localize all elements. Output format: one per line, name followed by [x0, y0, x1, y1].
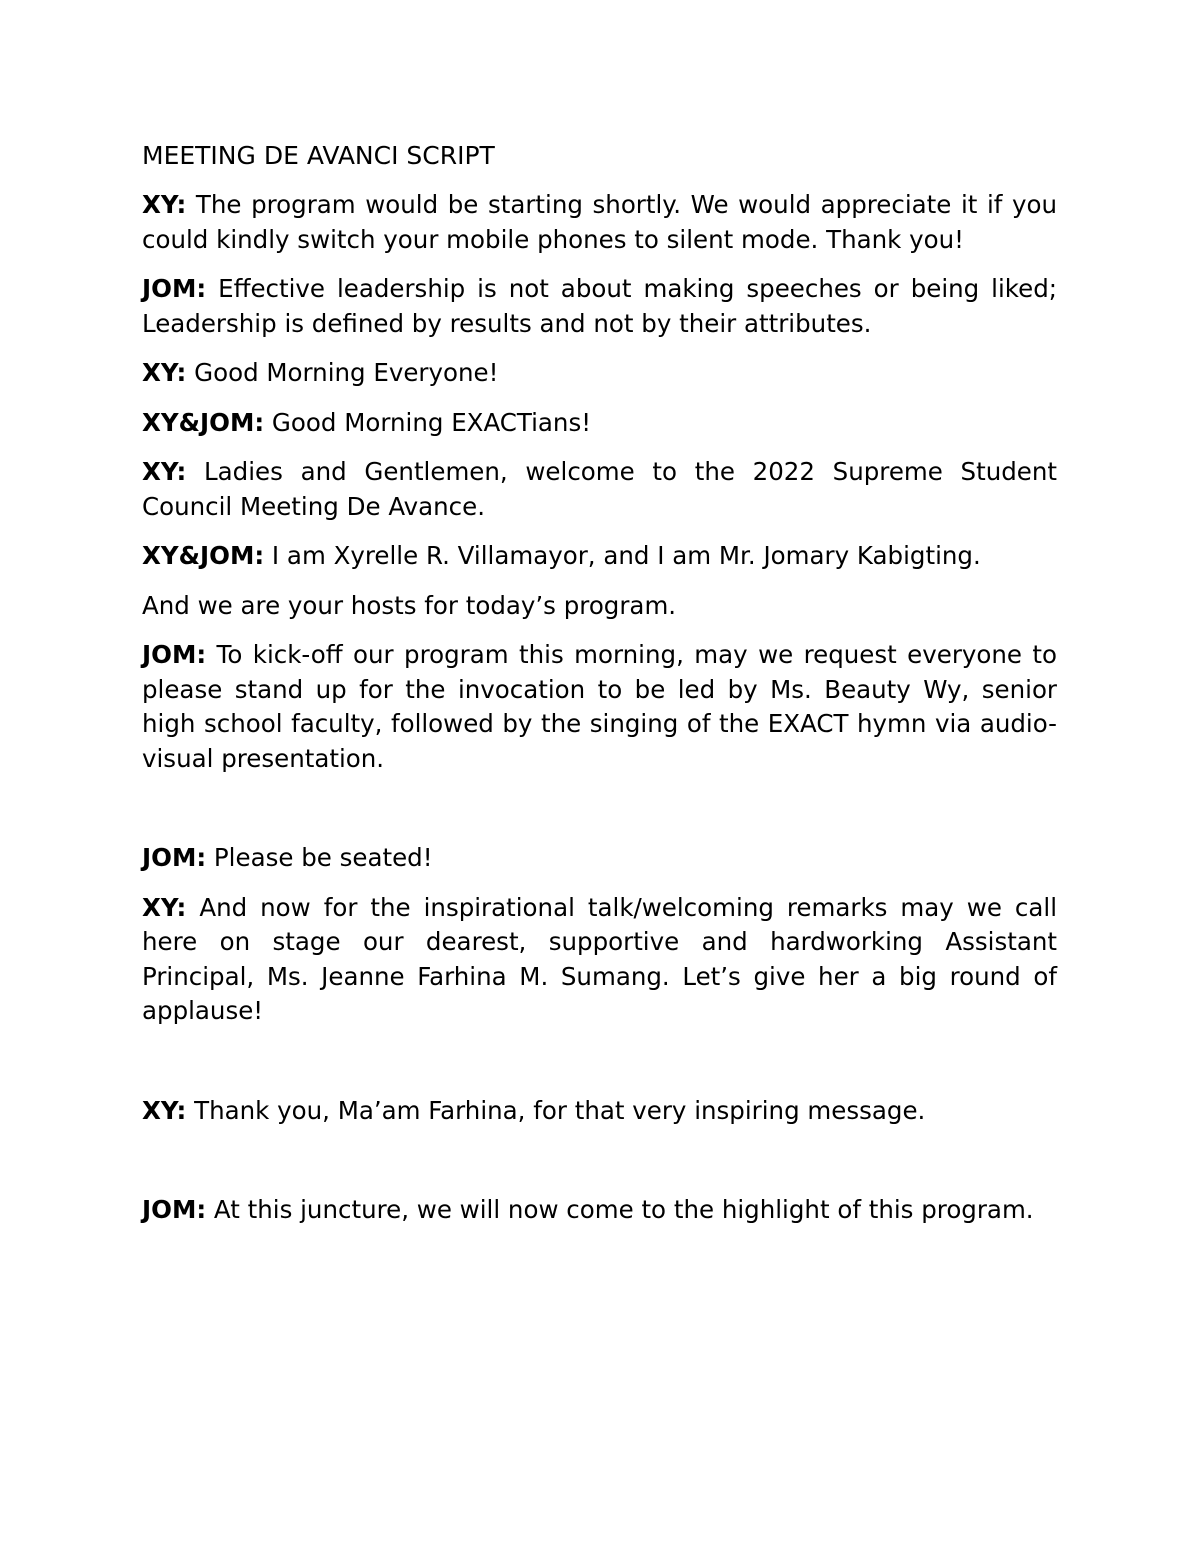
script-paragraph [142, 589, 1057, 624]
script-paragraph [142, 1193, 1057, 1228]
speaker-label: JOM: [142, 1195, 207, 1224]
script-paragraph [142, 272, 1057, 341]
dialogue-text: Good Morning EXACTians! [264, 407, 592, 437]
speaker-label: XY&JOM: [142, 541, 265, 570]
speaker-label: XY: [142, 892, 187, 922]
speaker-label: XY: [142, 1095, 187, 1125]
script-paragraph [142, 539, 1057, 574]
script-paragraph [142, 638, 1057, 776]
speaker-label: JOM: [142, 843, 207, 872]
dialogue-text: And we are your hosts for today’s program. [142, 590, 677, 620]
document-title: MEETING DE AVANCI SCRIPT [142, 141, 495, 170]
script-paragraph [142, 356, 1057, 391]
speaker-label: XY: [142, 190, 187, 219]
dialogue-text: Good Morning Everyone! [186, 358, 499, 387]
dialogue-text: Please be seated! [206, 843, 433, 872]
dialogue-text: The program would be starting shortly. We would appreciate it if you could kindly switch your mobile phones to silent mode. Thank you! [142, 190, 1057, 254]
dialogue-text: Effective leadership is not about making speeches or being liked; Leadership is defined by results and not by their attributes. [142, 274, 1057, 338]
script-paragraph [142, 455, 1057, 524]
speaker-label: XY&JOM: [142, 407, 265, 437]
script-paragraph [142, 841, 1057, 876]
dialogue-text: Thank you, Ma’am Farhina, for that very inspiring message. [186, 1095, 926, 1125]
dialogue-text: To kick-off our program this morning, may we request everyone to please stand up for the invocation to be led by Ms. Beauty Wy, senior high school faculty, followed by the singing of the EXACT hymn via audio-visual presentation. [142, 640, 1057, 773]
script-paragraph [142, 1094, 1057, 1129]
speaker-label: XY: [142, 358, 187, 387]
script-paragraph [142, 891, 1057, 1029]
dialogue-text: And now for the inspirational talk/welcoming remarks may we call here on stage our dearest, supportive and hardworking Assistant Principal, Ms. Jeanne Farhina M. Sumang. Let’s give her a big round of applause! [142, 892, 1057, 1025]
dialogue-text: I am Xyrelle R. Villamayor, and I am Mr. Jomary Kabigting. [264, 541, 981, 570]
script-paragraph [142, 406, 1057, 441]
dialogue-text: Ladies and Gentlemen, welcome to the 2022 Supreme Student Council Meeting De Avance. [142, 457, 1057, 521]
speaker-label: XY: [142, 457, 187, 486]
speaker-label: JOM: [142, 640, 207, 669]
dialogue-text: At this juncture, we will now come to the highlight of this program. [206, 1195, 1034, 1224]
speaker-label: JOM: [142, 274, 207, 303]
script-paragraph [142, 188, 1057, 257]
document-page [142, 138, 1057, 1243]
